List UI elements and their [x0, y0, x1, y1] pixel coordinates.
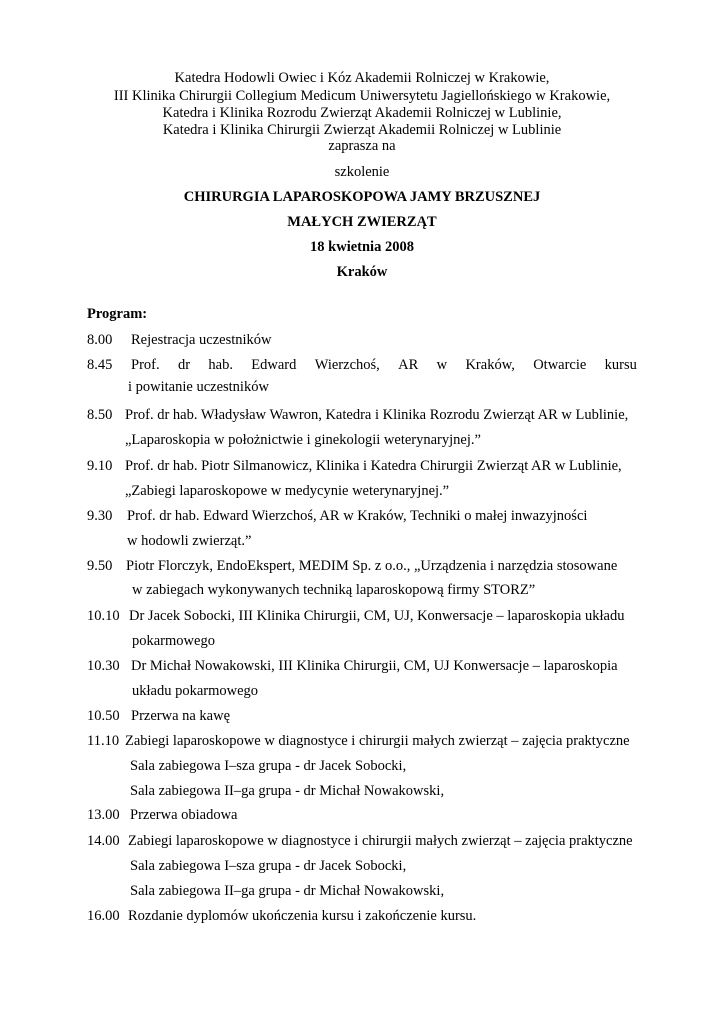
program-time: 8.00 — [87, 332, 113, 348]
program-time: 13.00 — [87, 807, 120, 823]
program-time: 10.50 — [87, 708, 120, 724]
program-word: Edward — [251, 357, 297, 373]
program-continuation: „Laparoskopia w położnictwie i ginekologii weterynaryjnej.” — [125, 432, 481, 448]
program-continuation: i powitanie uczestników — [128, 379, 269, 395]
program-text: Zabiegi laparoskopowe w diagnostyce i chirurgii małych zwierząt – zajęcia praktyczne — [125, 733, 630, 749]
organizer-line-4: Katedra i Klinika Chirurgii Zwierząt Akademii Rolniczej w Lublinie — [162, 122, 562, 138]
program-word: dr — [177, 357, 191, 373]
program-subline: Sala zabiegowa I–sza grupa - dr Jacek Sobocki, — [130, 758, 407, 774]
event-date: 18 kwietnia 2008 — [310, 239, 414, 255]
program-continuation: „Zabiegi laparoskopowe w medycynie weterynaryjnej.” — [125, 483, 450, 499]
program-word: Prof. — [131, 357, 160, 373]
program-text: Prof. dr hab. Edward Wierzchoś, AR w Kraków, Techniki o małej inwazyjności — [127, 508, 588, 524]
program-time: 14.00 — [87, 833, 120, 849]
program-word: Otwarcie — [533, 357, 587, 373]
program-text: Dr Michał Nowakowski, III Klinika Chirurgii, CM, UJ Konwersacje – laparoskopia — [131, 658, 618, 674]
program-word: AR — [398, 357, 419, 373]
program-text: Prof. dr hab. Piotr Silmanowicz, Klinika i Katedra Chirurgii Zwierząt AR w Lublinie, — [125, 458, 622, 474]
organizer-line-2: III Klinika Chirurgii Collegium Medicum Uniwersytetu Jagiellońskiego w Krakowie, — [113, 88, 611, 104]
program-subline: Sala zabiegowa II–ga grupa - dr Michał Nowakowski, — [130, 783, 445, 799]
program-item — [87, 331, 272, 349]
program-time: 9.30 — [87, 508, 113, 524]
organizer-line-3: Katedra i Klinika Rozrodu Zwierząt Akademii Rolniczej w Lublinie, — [162, 105, 562, 121]
program-time: 10.30 — [87, 658, 120, 674]
organizer-line-1: Katedra Hodowli Owiec i Kóz Akademii Rolniczej w Krakowie, — [174, 70, 550, 86]
program-word: Wierzchoś, — [314, 357, 380, 373]
program-word: w — [436, 357, 448, 373]
program-subline: Sala zabiegowa II–ga grupa - dr Michał Nowakowski, — [130, 883, 445, 899]
program-word: hab. — [208, 357, 233, 373]
program-text: Rejestracja uczestników — [131, 332, 272, 348]
program-time: 16.00 — [87, 908, 120, 924]
program-word: Kraków, — [465, 357, 515, 373]
event-city: Kraków — [336, 264, 388, 280]
program-text: Przerwa na kawę — [131, 708, 231, 724]
program-continuation: w hodowli zwierząt.” — [127, 533, 252, 549]
program-time: 8.45 — [87, 357, 113, 373]
program-text: Zabiegi laparoskopowe w diagnostyce i chirurgii małych zwierząt – zajęcia praktyczne — [128, 833, 633, 849]
program-text: Rozdanie dyplomów ukończenia kursu i zakończenie kursu. — [128, 908, 477, 924]
program-heading: Program: — [87, 306, 148, 322]
program-word: kursu — [604, 357, 637, 373]
program-text: Prof. dr hab. Władysław Wawron, Katedra i Klinika Rozrodu Zwierząt AR w Lublinie, — [125, 407, 629, 423]
event-title-line-1: CHIRURGIA LAPAROSKOPOWA JAMY BRZUSZNEJ — [183, 189, 541, 205]
program-text — [131, 356, 637, 374]
program-text: Przerwa obiadowa — [130, 807, 238, 823]
program-text: Piotr Florczyk, EndoEkspert, MEDIM Sp. z o.o., „Urządzenia i narzędzia stosowane — [126, 558, 618, 574]
program-subline: Sala zabiegowa I–sza grupa - dr Jacek Sobocki, — [130, 858, 407, 874]
program-continuation: pokarmowego — [132, 633, 215, 649]
program-time: 9.10 — [87, 458, 113, 474]
invites-text: zaprasza na — [328, 138, 396, 154]
program-time: 10.10 — [87, 608, 120, 624]
program-time: 9.50 — [87, 558, 113, 574]
event-type: szkolenie — [334, 164, 390, 180]
program-text: Dr Jacek Sobocki, III Klinika Chirurgii, CM, UJ, Konwersacje – laparoskopia układu — [129, 608, 625, 624]
program-continuation: w zabiegach wykonywanych techniką laparoskopową firmy STORZ” — [132, 582, 536, 598]
program-time: 8.50 — [87, 407, 113, 423]
program-continuation: układu pokarmowego — [132, 683, 259, 699]
event-title-line-2: MAŁYCH ZWIERZĄT — [287, 214, 437, 230]
program-time: 11.10 — [87, 733, 120, 749]
